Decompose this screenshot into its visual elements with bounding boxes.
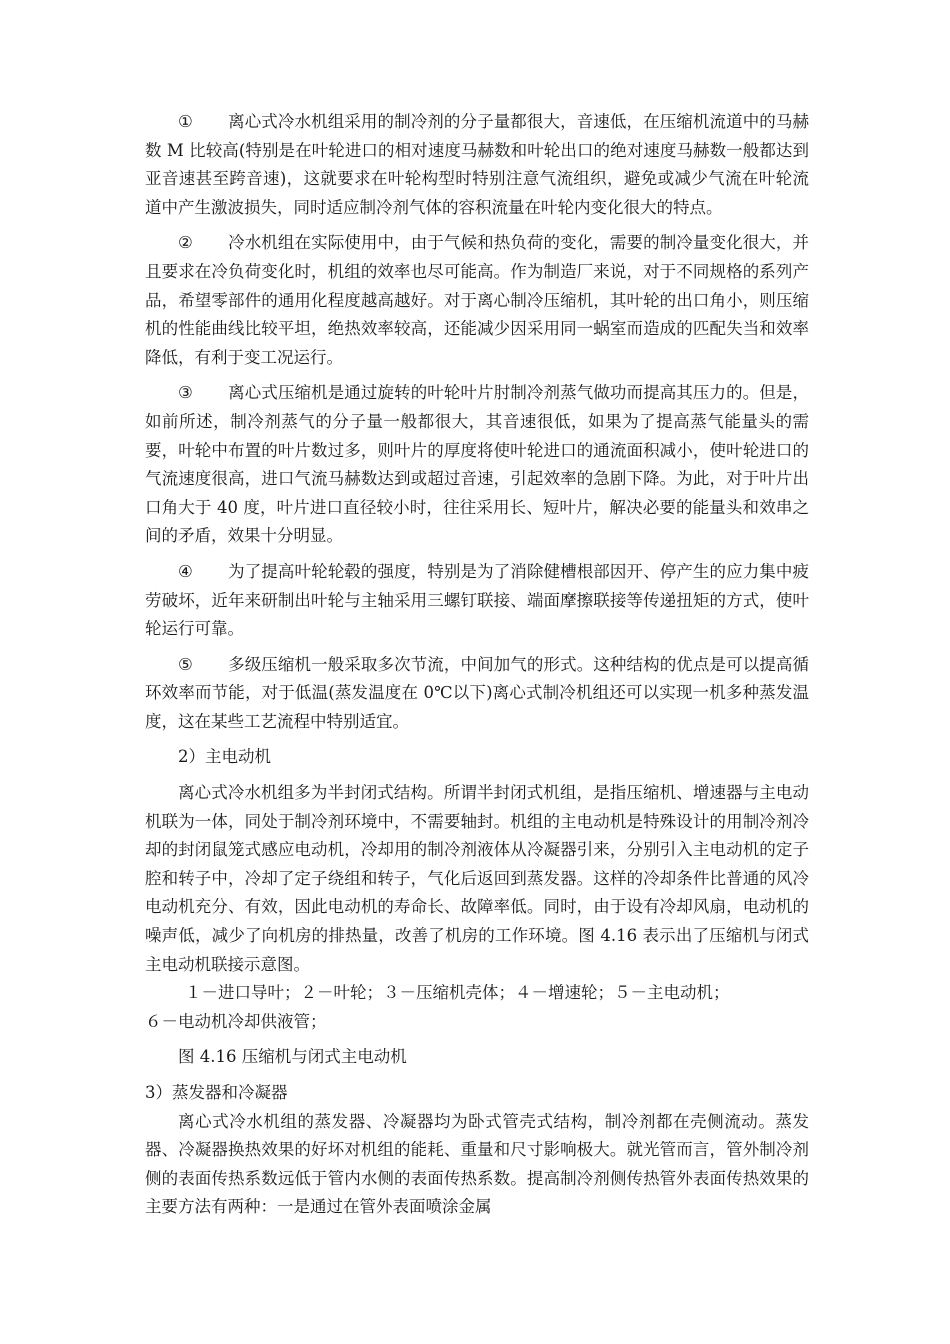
item-number: ③ (178, 383, 193, 403)
list-item (145, 379, 809, 551)
section-body-motor: 离心式冷水机组多为半封闭式结构。所谓半封闭式机组，是指压缩机、增速器与主电动机联为一体，同处于制冷剂环境中，不需要轴封。机组的主电动机是特殊设计的用制冷剂冷却的封闭鼠笼式感应电动机，冷却用的制冷剂液体从冷凝器引来，分别引入主电动机的定子腔和转子中，冷却了定子绕组和转子，气化后返回到蒸发器。这样的冷却条件比普通的风冷电动机充分、有效，因此电动机的寿命长、故障率低。同时，由于设有冷却风扇，电动机的噪声低，减少了向机房的排热量，改善了机房的工作环境。图 4.16 表示出了压缩机与闭式主电动机联接示意图。 (145, 783, 809, 974)
item-text: 离心式冷水机组采用的制冷剂的分子量都很大，音速低，在压缩机流道中的马赫数 M 比较高(特别是在叶轮进口的相对速度马赫数和叶轮出口的绝对速度马赫数一般都达到亚音速甚至跨音速)，这就要求在叶轮构型时特别注意气流组织，避免或减少气流在叶轮流道中产生激波损失，同时适应制冷剂气体的容积流量在叶轮内变化很大的特点。 (145, 112, 809, 217)
item-text: 离心式压缩机是通过旋转的叶轮叶片肘制冷剂蒸气做功而提高其压力的。但是，如前所述，制冷剂蒸气的分子量一般都很大，其音速很低，如果为了提高蒸气能量头的需要，叶轮中布置的叶片数过多，则叶片的厚度将使叶轮进口的通流面积减小，使叶轮进口的气流速度很高，进口气流马赫数达到或超过音速，引起效率的急剧下降。为此，对于叶片出口角大于 40 度，叶片进口直径较小时，往往采用长、短叶片，解决必要的能量头和效串之间的矛盾，效果十分明显。 (145, 383, 809, 546)
document-page (145, 108, 809, 1222)
item-number: ④ (178, 561, 193, 581)
section-heading-evaporator: 3）蒸发器和冷凝器 (145, 1083, 288, 1102)
item-text: 冷水机组在实际使用中，由于气候和热负荷的变化，需要的制冷量变化很大，并且要求在冷负荷变化时，机组的效率也尽可能高。作为制造厂来说，对于不同规格的系列产品，希望零部件的通用化程度越高越好。对于离心制冷压缩机，其叶轮的出口角小，则压缩机的性能曲线比较平坦，绝热效率较高，还能减少因采用同一蜗室而造成的匹配失当和效率降低，有利于变工况运行。 (145, 233, 809, 367)
item-text: 为了提高叶轮轮毂的强度，特别是为了消除健槽根部因开、停产生的应力集中疲劳破坏，近年来研制出叶轮与主轴采用三螺钉联接、端面摩擦联接等传递扭矩的方式，使叶轮运行可靠。 (145, 561, 809, 639)
section-heading-motor: 2）主电动机 (178, 747, 271, 767)
section-body-evaporator: 离心式冷水机组的蒸发器、冷凝器均为卧式管壳式结构，制冷剂都在壳侧流动。蒸发器、冷凝器换热效果的好坏对机组的能耗、重量和尺寸影响极大。就光管而言，管外制冷剂侧的表面传热系数远低于管内水侧的表面传热系数。提高制冷剂侧传热管外表面传热效果的主要方法有两种：一是通过在管外表面喷涂金属 (145, 1111, 809, 1217)
figure-legend-line: １－进口导叶；２－叶轮；３－压缩机壳体；４－增速轮；５－主电动机； (185, 983, 730, 1003)
figure-caption: 图 4.16 压缩机与闭式主电动机 (178, 1047, 407, 1067)
item-number: ② (178, 233, 193, 253)
item-number: ① (178, 112, 193, 131)
list-item (145, 229, 809, 372)
list-item (145, 558, 809, 644)
item-number: ⑤ (178, 654, 193, 674)
list-item (145, 651, 809, 737)
figure-legend-line: ６－电动机冷却供液管； (145, 1011, 327, 1031)
item-text: 多级压缩机一般采取多次节流，中间加气的形式。这种结构的优点是可以提高循环效率而节能，对于低温(蒸发温度在 0℃以下)离心式制冷机组还可以实现一机多种蒸发温度，这在某些工艺流程中特别适宜。 (145, 654, 809, 731)
list-item (145, 108, 809, 222)
